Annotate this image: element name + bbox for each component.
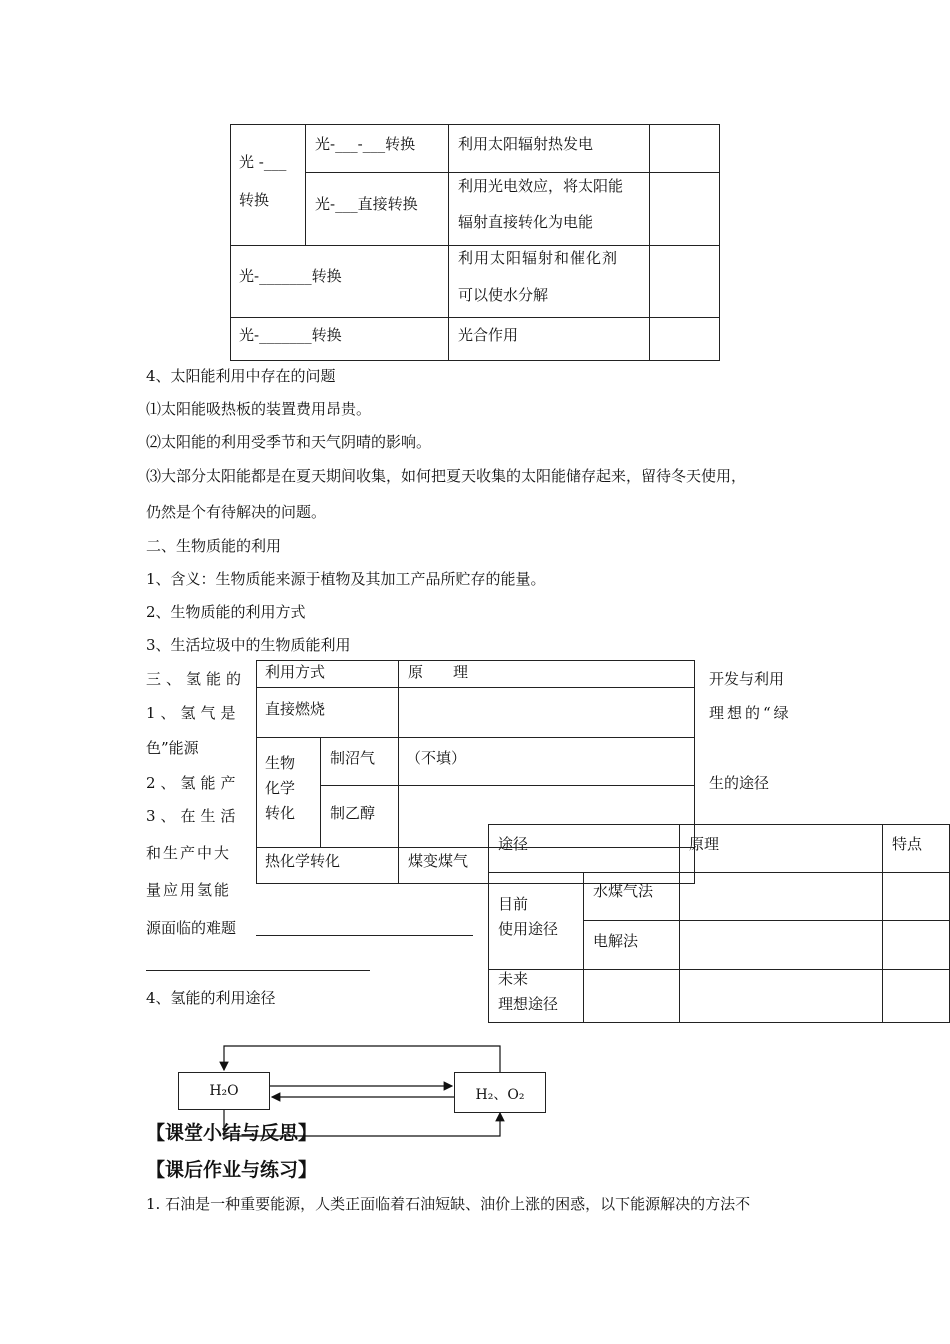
h2-table-group: 目前 (498, 895, 529, 913)
bio-table-cell: 煤变煤气 (408, 852, 469, 870)
h2o-label: H₂O (209, 1083, 239, 1099)
h2-table-header: 原理 (689, 835, 720, 853)
h2-table-cell: 水煤气法 (593, 882, 654, 900)
bio-table-cell: 制乙醇 (330, 804, 376, 822)
bio-table-group: 生物 (265, 754, 296, 772)
solar-group-label: 光 -___ (239, 153, 287, 171)
hydrogen-line-cont: 理想的“绿 (709, 704, 792, 722)
problem-item: ⑵太阳能的利用受季节和天气阴晴的影响。 (146, 433, 432, 451)
hydrogen-line: 4、氢能的利用途径 (146, 989, 276, 1007)
bio-table-header: 原 理 (408, 663, 469, 681)
solar-group-label-2: 转换 (239, 191, 270, 209)
hydrogen-line-cont: 生的途径 (709, 774, 770, 792)
section-homework-heading: 【课后作业与练习】 (146, 1159, 318, 1181)
biomass-heading: 二、生物质能的利用 (146, 537, 282, 555)
hydrogen-line: 2、氢能产 (146, 774, 241, 792)
bio-table-cell: （不填） (406, 749, 467, 767)
hydrogen-line: 色”能源 (146, 739, 199, 757)
answer-blank[interactable] (256, 935, 473, 936)
section-summary-heading: 【课堂小结与反思】 (146, 1122, 318, 1144)
problem-item: ⑴太阳能吸热板的装置费用昂贵。 (146, 400, 372, 418)
question-1: 1. 石油是一种重要能源，人类正面临着石油短缺、油价上涨的困惑，以下能源解决的方法不 (146, 1195, 751, 1213)
h2-table-header: 特点 (892, 835, 923, 853)
solar-method: 光-_______转换 (239, 267, 342, 285)
solar-desc: 利用太阳辐射和催化剂 (458, 249, 619, 267)
solar-desc: 利用太阳辐射热发电 (458, 135, 594, 153)
bio-table-group: 化学 (265, 779, 296, 797)
problem-item: ⑶大部分太阳能都是在夏天期间收集，如何把夏天收集的太阳能储存起来，留待冬天使用， (146, 467, 747, 485)
answer-blank[interactable] (146, 970, 370, 971)
problem-item: 仍然是个有待解决的问题。 (146, 503, 327, 521)
solar-desc: 可以使水分解 (458, 286, 549, 304)
hydrogen-line: 3、在生活 (146, 807, 241, 825)
solar-desc: 光合作用 (458, 326, 519, 344)
solar-method: 光-_______转换 (239, 326, 342, 344)
solar-desc: 辐射直接转化为电能 (458, 213, 594, 231)
hydrogen-line: 源面临的难题 (146, 919, 237, 937)
solar-desc: 利用光电效应，将太阳能 (458, 177, 624, 195)
hydrogen-line: 量应用氢能 (146, 881, 232, 899)
bio-table-cell: 制沼气 (330, 749, 376, 767)
h2-table-cell: 电解法 (593, 932, 639, 950)
solar-method: 光-___-___转换 (315, 135, 416, 153)
hydrogen-line: 和生产中大 (146, 844, 232, 862)
bio-table-cell: 直接燃烧 (265, 700, 326, 718)
h2-table-group: 未来 (498, 970, 529, 988)
biomass-line: 2、生物质能的利用方式 (146, 603, 306, 621)
h2-o2-label: H₂、O₂ (475, 1087, 525, 1103)
bio-table-group: 转化 (265, 804, 296, 822)
solar-method: 光-___直接转换 (315, 195, 418, 213)
hydrogen-line: 1、氢气是 (146, 704, 241, 722)
problems-heading: 4、太阳能利用中存在的问题 (146, 367, 336, 385)
bio-table-header: 利用方式 (265, 663, 326, 681)
h2-table-header: 途径 (498, 835, 529, 853)
h2-table-group: 理想途径 (498, 995, 559, 1013)
h2-table-group: 使用途径 (498, 920, 559, 938)
biomass-line: 3、生活垃圾中的生物质能利用 (146, 636, 351, 654)
biomass-line: 1、含义：生物质能来源于植物及其加工产品所贮存的能量。 (146, 570, 546, 588)
hydrogen-heading: 三、氢能的 (146, 670, 247, 688)
bio-table-cell: 热化学转化 (265, 852, 341, 870)
hydrogen-heading-cont: 开发与利用 (709, 670, 785, 688)
